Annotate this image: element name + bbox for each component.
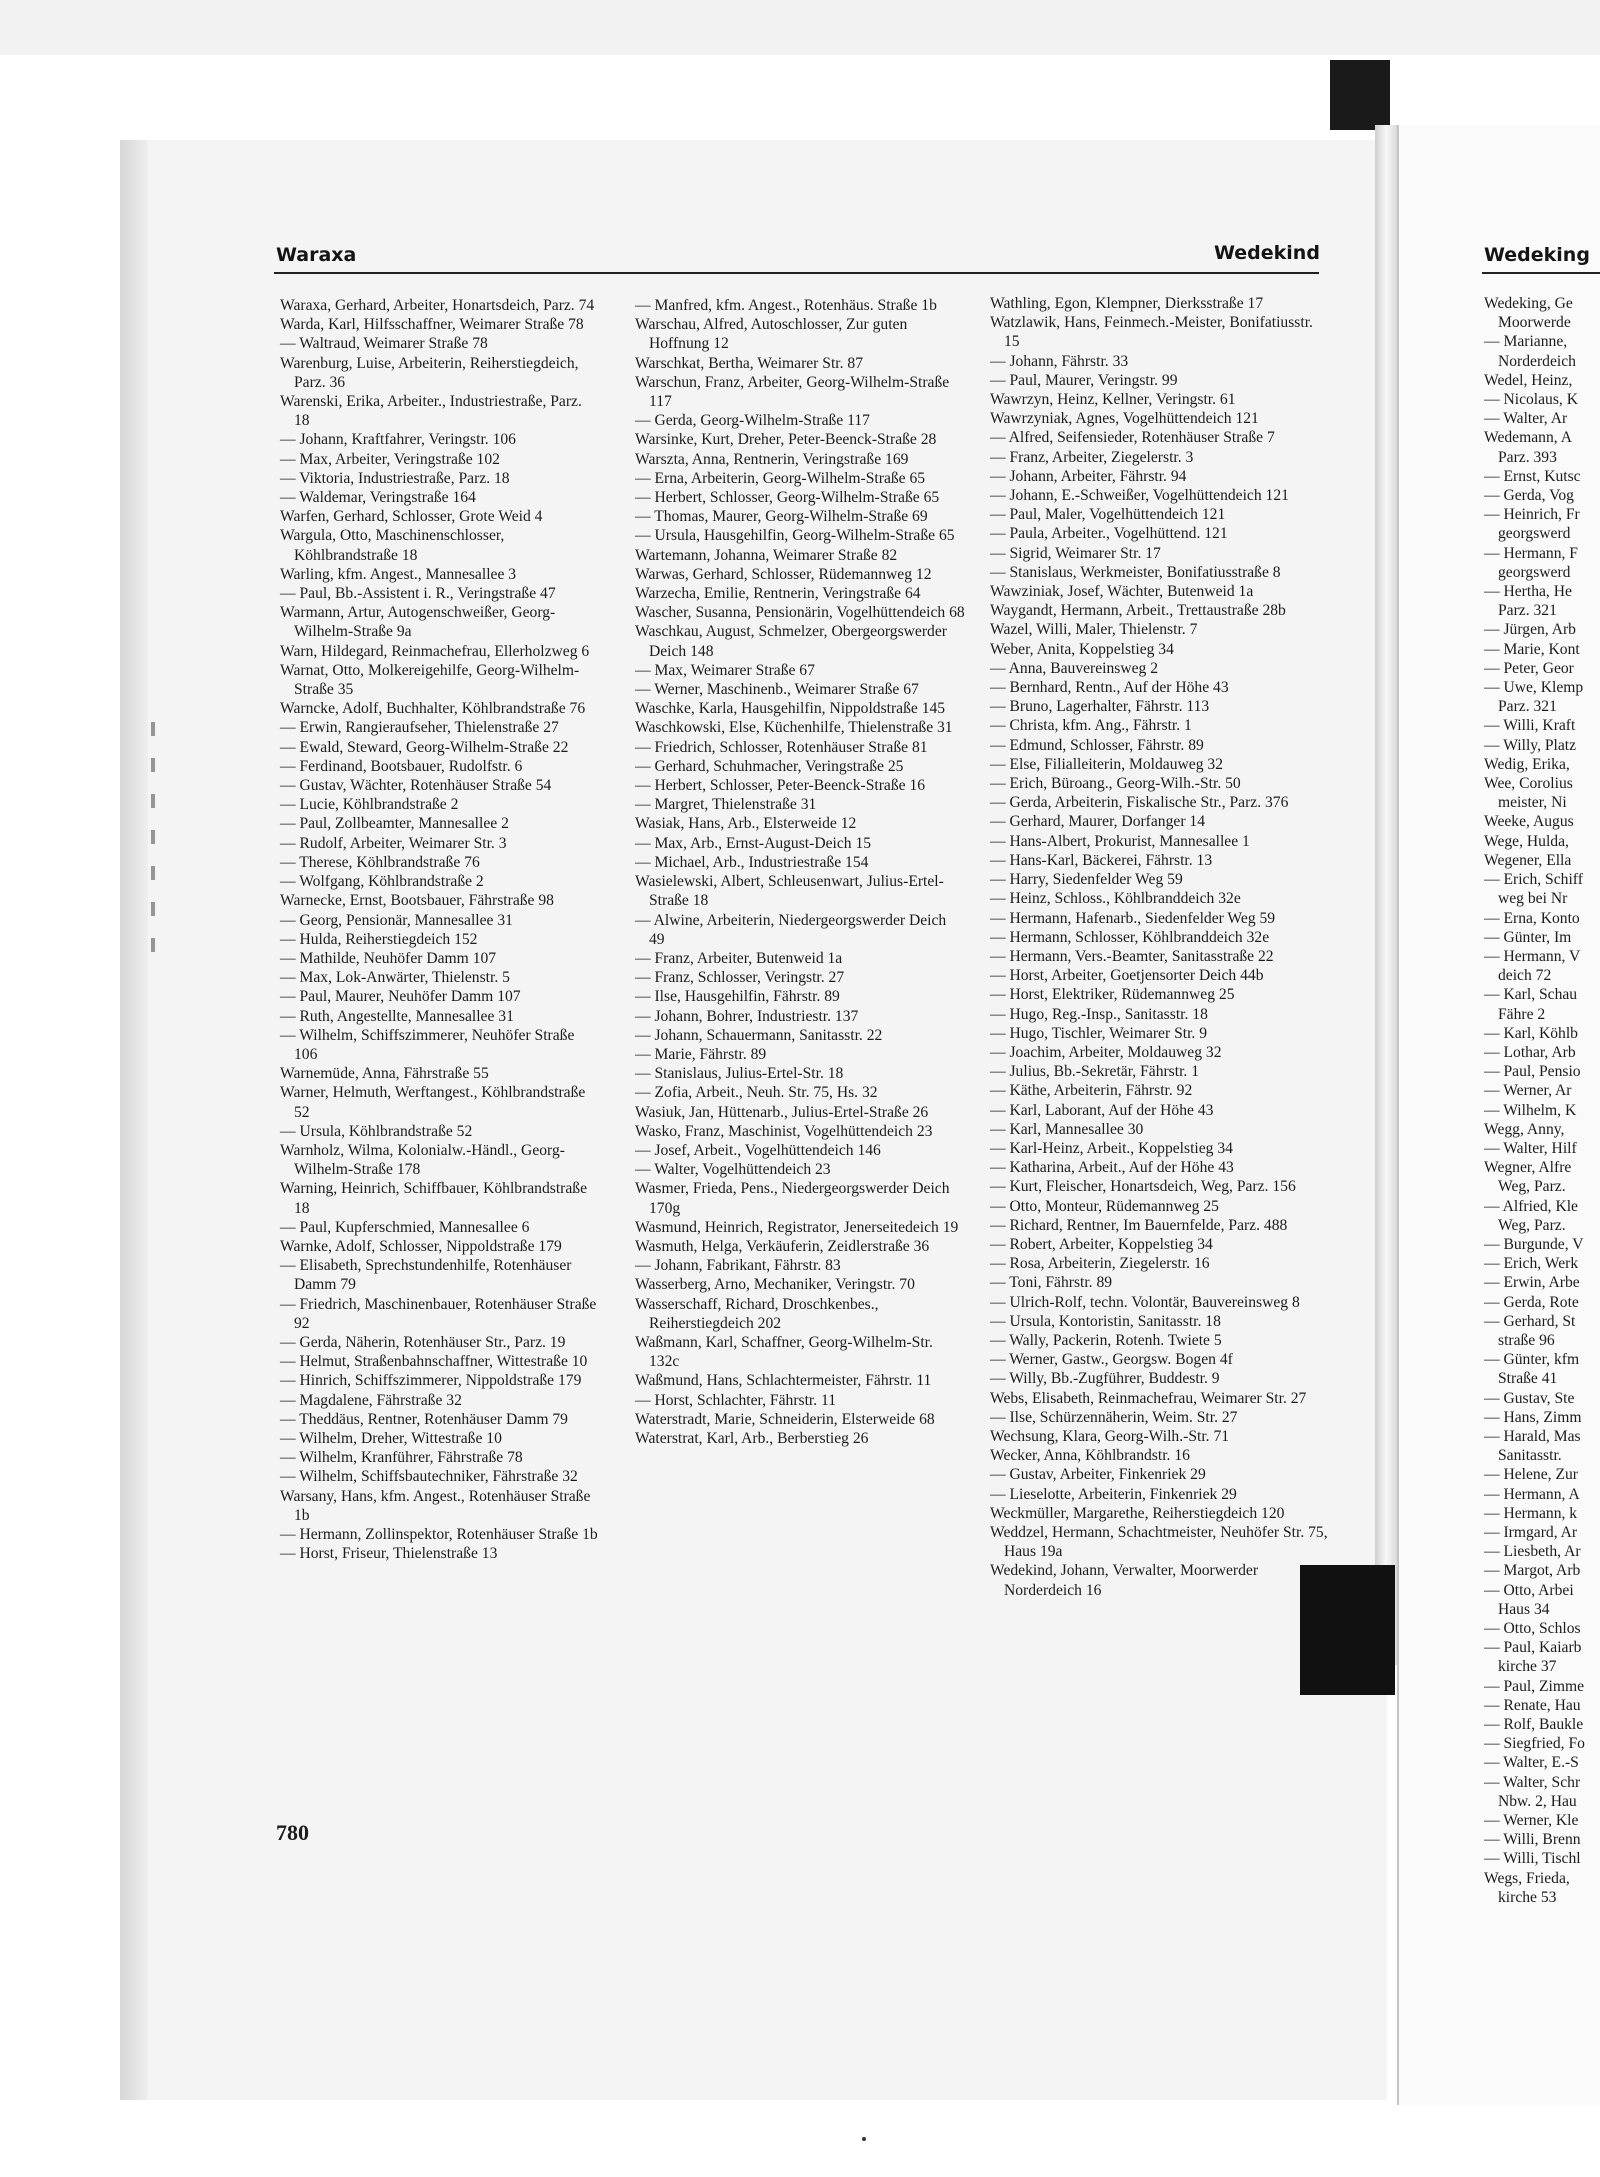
directory-entry: Warning, Heinrich, Schiffbauer, Köhlbrandstraße 18 (280, 1180, 588, 1217)
running-head-left: Waraxa (276, 244, 357, 266)
directory-column-next-page (1484, 294, 1600, 1907)
directory-entry: — Walter, Vogelhüttendeich 23 (635, 1161, 831, 1179)
directory-entry: Weeke, Augus (1484, 813, 1574, 831)
directory-entry: — Erna, Arbeiterin, Georg-Wilhelm-Straße 65 (635, 469, 926, 487)
directory-entry: Warnemüde, Anna, Fährstraße 55 (280, 1065, 489, 1083)
directory-entry: — Ilse, Hausgehilfin, Fährstr. 89 (635, 988, 840, 1006)
directory-entry: Wasielewski, Albert, Schleusenwart, Julius-Ertel-Straße 18 (635, 873, 944, 910)
directory-entry: Warschau, Alfred, Autoschlosser, Zur guten Hoffnung 12 (635, 316, 908, 353)
directory-entry: — Erwin, Arbe (1484, 1274, 1580, 1292)
directory-entry: — Marianne, Norderdeich (1484, 333, 1576, 370)
directory-entry: — Heinz, Schloss., Köhlbranddeich 32e (990, 890, 1241, 908)
directory-entry: — Hugo, Tischler, Weimarer Str. 9 (990, 1024, 1208, 1042)
directory-entry: Waßmann, Karl, Schaffner, Georg-Wilhelm-Str. 132c (635, 1333, 933, 1371)
directory-entry: — Uwe, Klemp Parz. 321 (1484, 679, 1584, 716)
directory-entry: — Thomas, Maurer, Georg-Wilhelm-Straße 69 (635, 508, 928, 526)
directory-entry: Wascher, Susanna, Pensionärin, Vogelhüttendeich 68 (635, 604, 965, 622)
directory-entry: — Richard, Rentner, Im Bauernfelde, Parz. 488 (990, 1216, 1288, 1234)
directory-entry: — Paul, Pensio (1484, 1063, 1581, 1081)
directory-entry: — Elisabeth, Sprechstundenhilfe, Rotenhäuser Damm 79 (280, 1257, 572, 1294)
directory-entry: — Marie, Kont (1484, 640, 1580, 658)
directory-entry: — Zofia, Arbeit., Neuh. Str. 75, Hs. 32 (635, 1084, 878, 1102)
directory-entry: — Waltraud, Weimarer Straße 78 (280, 335, 488, 353)
directory-entry: — Horst, Schlachter, Fährstr. 11 (635, 1391, 837, 1409)
directory-entry: — Hinrich, Schiffszimmerer, Nippoldstraße 179 (280, 1372, 582, 1390)
directory-entry: — Karl, Laborant, Auf der Höhe 43 (990, 1101, 1214, 1119)
directory-entry: — Lieselotte, Arbeiterin, Finkenriek 29 (990, 1485, 1237, 1503)
directory-entry: Warenski, Erika, Arbeiter., Industriestraße, Parz. 18 (280, 393, 582, 430)
directory-entry: — Burgunde, V (1484, 1235, 1584, 1253)
header-rule-next-page (1482, 272, 1600, 274)
directory-entry: — Max, Weimarer Straße 67 (635, 661, 815, 679)
directory-entry: — Friedrich, Maschinenbauer, Rotenhäuser Straße 92 (280, 1295, 597, 1332)
directory-entry: — Werner, Maschinenb., Weimarer Straße 67 (635, 681, 919, 699)
directory-entry: — Theddäus, Rentner, Rotenhäuser Damm 79 (280, 1410, 568, 1428)
directory-entry: — Ulrich-Rolf, techn. Volontär, Bauvereinsweg 8 (990, 1293, 1300, 1311)
directory-entry: — Hermann, A (1484, 1485, 1580, 1503)
directory-entry: — Werner, Kle (1484, 1812, 1579, 1830)
directory-entry: — Max, Arb., Ernst-August-Deich 15 (635, 834, 872, 852)
directory-entry: — Jürgen, Arb (1484, 621, 1576, 639)
directory-entry: — Johann, Fährstr. 33 (990, 352, 1129, 370)
directory-entry: — Gerda, Näherin, Rotenhäuser Str., Parz. 19 (280, 1333, 566, 1351)
directory-entry: Waschkau, August, Schmelzer, Obergeorgswerder Deich 148 (635, 623, 947, 660)
directory-entry: — Harald, Mas Sanitasstr. (1484, 1427, 1581, 1465)
directory-entry: — Bruno, Lagerhalter, Fährstr. 113 (990, 698, 1210, 716)
directory-entry: Wegs, Frieda, kirche 53 (1484, 1869, 1570, 1906)
directory-entry: Wartemann, Johanna, Weimarer Straße 82 (635, 546, 898, 564)
directory-entry: — Manfred, kfm. Angest., Rotenhäus. Straße 1b (635, 297, 937, 314)
directory-entry: Wargula, Otto, Maschinenschlosser, Köhlbrandstraße 18 (280, 527, 505, 564)
directory-entry: Warnat, Otto, Molkereigehilfe, Georg-Wilhelm-Straße 35 (280, 661, 580, 699)
directory-entry: Weber, Anita, Koppelstieg 34 (990, 640, 1174, 658)
directory-entry: Warenburg, Luise, Arbeiterin, Reiherstiegdeich, Parz. 36 (280, 354, 579, 391)
scan-background (0, 0, 1600, 55)
directory-entry: — Walter, Schr Nbw. 2, Hau (1484, 1773, 1581, 1810)
page-number: 780 (276, 1820, 309, 1845)
directory-entry: — Alfred, Seifensieder, Rotenhäuser Straße 7 (990, 429, 1275, 447)
directory-entry: — Anna, Bauvereinsweg 2 (990, 659, 1159, 677)
directory-entry: — Marie, Fährstr. 89 (635, 1045, 767, 1063)
directory-entry: Wege, Hulda, (1484, 832, 1569, 850)
directory-entry: — Georg, Pensionär, Mannesallee 31 (280, 911, 513, 929)
directory-column-1 (280, 296, 598, 1563)
directory-entry: — Paul, Kaiarb kirche 37 (1484, 1639, 1582, 1676)
directory-entry: — Horst, Friseur, Thielenstraße 13 (280, 1545, 498, 1563)
directory-entry: — Stanislaus, Julius-Ertel-Str. 18 (635, 1065, 844, 1083)
directory-entry: — Paul, Kupferschmied, Mannesallee 6 (280, 1218, 530, 1236)
directory-entry: — Therese, Köhlbrandstraße 76 (280, 853, 480, 871)
directory-entry: Warfen, Gerhard, Schlosser, Grote Weid 4 (280, 508, 543, 526)
directory-entry: — Johann, Bohrer, Industriestr. 137 (635, 1007, 859, 1025)
directory-column-3 (990, 294, 1330, 1600)
directory-entry: — Walter, Ar (1484, 410, 1568, 428)
directory-entry: — Friedrich, Schlosser, Rotenhäuser Straße 81 (635, 738, 928, 756)
directory-entry: — Gustav, Ste (1484, 1389, 1575, 1407)
directory-entry: — Paula, Arbeiter., Vogelhüttend. 121 (990, 525, 1228, 543)
directory-entry: — Willi, Tischl (1484, 1850, 1581, 1868)
directory-entry: Warwas, Gerhard, Schlosser, Rüdemannweg 12 (635, 565, 932, 583)
directory-entry: — Renate, Hau (1484, 1696, 1581, 1714)
directory-entry: — Horst, Elektriker, Rüdemannweg 25 (990, 986, 1235, 1004)
directory-entry: — Gerhard, Schuhmacher, Veringstraße 25 (635, 757, 904, 775)
directory-entry: — Gerda, Rote (1484, 1293, 1579, 1311)
directory-entry: — Magdalene, Fährstraße 32 (280, 1391, 462, 1409)
directory-entry: — Harry, Siedenfelder Weg 59 (990, 871, 1183, 889)
directory-entry: — Karl, Mannesallee 30 (990, 1120, 1144, 1138)
directory-entry: — Wilhelm, Schiffsbautechniker, Fährstraße 32 (280, 1468, 578, 1486)
margin-marks (147, 700, 167, 1700)
directory-entry: Weckmüller, Margarethe, Reiherstiegdeich 120 (990, 1504, 1285, 1522)
directory-entry: — Paul, Maler, Vogelhüttendeich 121 (990, 506, 1226, 524)
directory-entry: — Wolfgang, Köhlbrandstraße 2 (280, 873, 484, 891)
directory-entry: — Walter, Hilf (1484, 1139, 1577, 1157)
directory-entry: — Gustav, Wächter, Rotenhäuser Straße 54 (280, 777, 552, 795)
directory-entry: — Franz, Arbeiter, Ziegelerstr. 3 (990, 448, 1194, 466)
directory-entry: — Hans, Zimm (1484, 1408, 1582, 1426)
directory-entry: — Wilhelm, Kranführer, Fährstraße 78 (280, 1449, 523, 1467)
directory-entry: — Robert, Arbeiter, Koppelstieg 34 (990, 1235, 1213, 1253)
directory-entry: Warschkat, Bertha, Weimarer Str. 87 (635, 354, 864, 372)
directory-entry: — Werner, Ar (1484, 1082, 1572, 1100)
directory-entry: Warnholz, Wilma, Kolonialw.-Händl., Georg-Wilhelm-Straße 178 (280, 1141, 565, 1179)
directory-entry: — Paul, Maurer, Veringstr. 99 (990, 371, 1178, 389)
directory-entry: — Hugo, Reg.-Insp., Sanitasstr. 18 (990, 1005, 1208, 1023)
directory-entry: — Erwin, Rangieraufseher, Thielenstraße 27 (280, 719, 559, 737)
directory-entry: — Johann, Schauermann, Sanitasstr. 22 (635, 1026, 883, 1044)
directory-entry: — Ewald, Steward, Georg-Wilhelm-Straße 22 (280, 738, 569, 756)
directory-entry: Watzlawik, Hans, Feinmech.-Meister, Bonifatiusstr. 15 (990, 314, 1313, 351)
page-edge-shadow (120, 140, 148, 2100)
directory-entry: — Helmut, Straßenbahnschaffner, Wittestraße 10 (280, 1353, 588, 1371)
directory-entry: Warncke, Adolf, Buchhalter, Köhlbrandstraße 76 (280, 700, 586, 718)
directory-entry: Waschke, Karla, Hausgehilfin, Nippoldstraße 145 (635, 700, 946, 718)
directory-entry: — Hans-Albert, Prokurist, Mannesallee 1 (990, 832, 1250, 850)
directory-entry: — Hans-Karl, Bäckerei, Fährstr. 13 (990, 851, 1213, 869)
directory-entry: — Johann, Fabrikant, Fährstr. 83 (635, 1257, 841, 1275)
directory-entry: — Franz, Arbeiter, Butenweid 1a (635, 949, 843, 967)
directory-entry: — Erich, Schiff weg bei Nr (1484, 871, 1583, 908)
directory-entry: — Hermann, Hafenarb., Siedenfelder Weg 59 (990, 909, 1276, 927)
directory-entry: — Otto, Arbei Haus 34 (1484, 1581, 1574, 1618)
directory-entry: — Alfried, Kle Weg, Parz. (1484, 1197, 1578, 1234)
directory-entry: — Karl-Heinz, Arbeit., Koppelstieg 34 (990, 1139, 1233, 1157)
directory-entry: — Käthe, Arbeiterin, Fährstr. 92 (990, 1082, 1193, 1100)
directory-entry: — Johann, Kraftfahrer, Veringstr. 106 (280, 431, 516, 449)
directory-entry: — Hermann, F georgswerd (1484, 544, 1578, 581)
directory-entry: Wawrzyn, Heinz, Kellner, Veringstr. 61 (990, 391, 1236, 409)
directory-entry: Wasiuk, Jan, Hüttenarb., Julius-Ertel-Straße 26 (635, 1103, 929, 1121)
directory-entry: — Willy, Platz (1484, 736, 1577, 754)
directory-entry: Wawziniak, Josef, Wächter, Butenweid 1a (990, 583, 1254, 601)
directory-entry: Weddzel, Hermann, Schachtmeister, Neuhöfer Str. 75, Haus 19a (990, 1524, 1328, 1561)
directory-entry: — Julius, Bb.-Sekretär, Fährstr. 1 (990, 1063, 1200, 1081)
running-head-right: Wedekind (1214, 242, 1320, 264)
directory-entry: — Karl, Köhlb (1484, 1024, 1578, 1042)
header-rule (274, 272, 1319, 274)
directory-entry: Wee, Corolius meister, Ni (1484, 775, 1573, 812)
directory-entry: Waygandt, Hermann, Arbeit., Trettaustraße 28b (990, 602, 1286, 620)
directory-entry: — Nicolaus, K (1484, 391, 1578, 409)
directory-entry: — Wilhelm, Schiffszimmerer, Neuhöfer Straße 106 (280, 1026, 575, 1063)
directory-entry: — Mathilde, Neuhöfer Damm 107 (280, 949, 497, 967)
directory-entry: — Johann, E.-Schweißer, Vogelhüttendeich 121 (990, 487, 1289, 505)
directory-entry: — Helene, Zur (1484, 1466, 1578, 1484)
directory-entry: — Günter, Im (1484, 928, 1572, 946)
directory-entry: Warsany, Hans, kfm. Angest., Rotenhäuser Straße 1b (280, 1487, 591, 1524)
directory-entry: — Rolf, Baukle (1484, 1716, 1584, 1734)
directory-entry: Wazel, Willi, Maler, Thielenstr. 7 (990, 621, 1198, 639)
directory-entry: — Hermann, V deich 72 (1484, 947, 1581, 985)
directory-entry: Warner, Helmuth, Werftangest., Köhlbrandstraße 52 (280, 1084, 586, 1121)
directory-entry: Webs, Elisabeth, Reinmachefrau, Weimarer Str. 27 (990, 1389, 1307, 1407)
directory-entry: Wawrzyniak, Agnes, Vogelhüttendeich 121 (990, 410, 1259, 428)
directory-entry: — Werner, Gastw., Georgsw. Bogen 4f (990, 1351, 1233, 1369)
directory-entry: Wegg, Anny, (1484, 1120, 1565, 1138)
directory-entry: Warda, Karl, Hilfsschaffner, Weimarer Straße 78 (280, 316, 584, 334)
directory-entry: — Ilse, Schürzennäherin, Weim. Str. 27 (990, 1408, 1238, 1426)
directory-entry: — Hertha, He Parz. 321 (1484, 583, 1572, 620)
directory-entry: — Joachim, Arbeiter, Moldauweg 32 (990, 1043, 1222, 1061)
directory-entry: — Herbert, Schlosser, Peter-Beenck-Straße 16 (635, 777, 926, 795)
directory-entry: — Willi, Kraft (1484, 717, 1576, 735)
directory-entry: — Irmgard, Ar (1484, 1524, 1578, 1541)
directory-entry: Waterstradt, Marie, Schneiderin, Elsterweide 68 (635, 1410, 935, 1428)
running-head-next-page: Wedeking (1484, 244, 1590, 266)
directory-entry: Waßmund, Hans, Schlachtermeister, Fährstr. 11 (635, 1372, 932, 1390)
directory-entry: — Otto, Monteur, Rüdemannweg 25 (990, 1197, 1219, 1215)
directory-entry: — Erich, Werk (1484, 1255, 1579, 1273)
directory-entry: — Ursula, Köhlbrandstraße 52 (280, 1122, 473, 1140)
directory-entry: — Gerhard, Maurer, Dorfanger 14 (990, 813, 1206, 831)
directory-entry: Warsinke, Kurt, Dreher, Peter-Beenck-Straße 28 (635, 431, 937, 449)
directory-entry: — Paul, Zimme (1484, 1677, 1585, 1695)
directory-entry: — Lothar, Arb (1484, 1043, 1576, 1061)
directory-entry: — Walter, E.-S (1484, 1754, 1579, 1772)
directory-entry: — Toni, Fährstr. 89 (990, 1274, 1113, 1292)
directory-entry: — Heinrich, Fr georgswerd (1484, 506, 1580, 543)
directory-entry: Wedeking, Ge Moorwerde (1484, 295, 1573, 332)
directory-entry: — Herbert, Schlosser, Georg-Wilhelm-Straße 65 (635, 489, 940, 507)
directory-entry: Wasmund, Heinrich, Registrator, Jenerseitedeich 19 (635, 1218, 959, 1236)
directory-entry: — Wally, Packerin, Rotenh. Twiete 5 (990, 1331, 1222, 1349)
directory-entry: Warzecha, Emilie, Rentnerin, Veringstraße 64 (635, 585, 921, 603)
directory-entry: — Ruth, Angestellte, Mannesallee 31 (280, 1007, 514, 1025)
directory-entry: — Johann, Arbeiter, Fährstr. 94 (990, 467, 1187, 485)
directory-entry: Warn, Hildegard, Reinmachefrau, Ellerholzweg 6 (280, 642, 590, 660)
directory-entry: — Hulda, Reiherstiegdeich 152 (280, 930, 478, 948)
directory-entry: — Karl, Schau Fähre 2 (1484, 986, 1578, 1023)
directory-entry: — Gerhard, St straße 96 (1484, 1312, 1576, 1349)
directory-entry: — Wilhelm, Dreher, Wittestraße 10 (280, 1429, 502, 1447)
directory-entry: — Erna, Konto (1484, 909, 1580, 927)
directory-entry: Wathling, Egon, Klempner, Dierksstraße 17 (990, 295, 1264, 312)
directory-entry: — Margret, Thielenstraße 31 (635, 796, 817, 814)
directory-entry: — Rudolf, Arbeiter, Weimarer Str. 3 (280, 834, 507, 852)
directory-entry: Waschkowski, Else, Küchenhilfe, Thielenstraße 31 (635, 719, 953, 737)
directory-entry: — Gerda, Georg-Wilhelm-Straße 117 (635, 412, 870, 430)
directory-entry: — Ferdinand, Bootsbauer, Rudolfstr. 6 (280, 757, 523, 775)
directory-entry: Wecker, Anna, Köhlbrandstr. 16 (990, 1447, 1190, 1465)
directory-entry: Wedel, Heinz, (1484, 371, 1573, 389)
directory-entry: — Waldemar, Veringstraße 164 (280, 489, 476, 507)
directory-entry: — Margot, Arb (1484, 1562, 1581, 1580)
directory-entry: Wegener, Ella (1484, 851, 1572, 869)
directory-entry: — Lucie, Köhlbrandstraße 2 (280, 796, 459, 814)
directory-entry: — Liesbeth, Ar (1484, 1543, 1581, 1561)
directory-entry: Wedekind, Johann, Verwalter, Moorwerder Norderdeich 16 (990, 1562, 1259, 1599)
directory-entry: — Willy, Bb.-Zugführer, Buddestr. 9 (990, 1370, 1220, 1388)
directory-entry: Waraxa, Gerhard, Arbeiter, Honartsdeich, Parz. 74 (280, 297, 595, 314)
directory-entry: Wegner, Alfre Weg, Parz. (1484, 1159, 1572, 1196)
directory-entry: Wasserschaff, Richard, Droschkenbes., Reiherstiegdeich 202 (635, 1295, 879, 1332)
directory-entry: — Ursula, Kontoristin, Sanitasstr. 18 (990, 1312, 1221, 1330)
scan-speck (862, 2137, 866, 2141)
directory-entry: — Gerda, Vog (1484, 487, 1574, 505)
directory-entry: — Max, Arbeiter, Veringstraße 102 (280, 450, 500, 468)
directory-entry: Warnecke, Ernst, Bootsbauer, Fährstraße 98 (280, 892, 554, 910)
directory-entry: — Josef, Arbeit., Vogelhüttendeich 146 (635, 1141, 881, 1159)
directory-entry: — Siegfried, Fo (1484, 1735, 1585, 1753)
directory-entry: — Alwine, Arbeiterin, Niedergeorgswerder Deich 49 (635, 911, 947, 948)
directory-entry: Warmann, Artur, Autogenschweißer, Georg-Wilhelm-Straße 9a (280, 604, 556, 641)
directory-entry: — Horst, Arbeiter, Goetjensorter Deich 44b (990, 967, 1264, 985)
directory-entry: Wasmer, Frieda, Pens., Niedergeorgswerder Deich 170g (635, 1180, 950, 1217)
directory-entry: — Paul, Bb.-Assistent i. R., Veringstraße 47 (280, 585, 556, 603)
directory-entry: — Peter, Geor (1484, 659, 1574, 677)
directory-entry: — Paul, Maurer, Neuhöfer Damm 107 (280, 988, 521, 1006)
directory-entry: — Stanislaus, Werkmeister, Bonifatiusstraße 8 (990, 563, 1281, 581)
directory-entry: — Hermann, Schlosser, Köhlbranddeich 32e (990, 928, 1270, 946)
directory-entry: — Ernst, Kutsc (1484, 467, 1581, 485)
directory-entry: — Hermann, k (1484, 1504, 1578, 1522)
directory-entry: Wasiak, Hans, Arb., Elsterweide 12 (635, 815, 857, 833)
directory-entry: — Bernhard, Rentn., Auf der Höhe 43 (990, 679, 1229, 697)
directory-entry: — Franz, Schlosser, Veringstr. 27 (635, 969, 845, 987)
directory-entry: — Günter, kfm Straße 41 (1484, 1351, 1580, 1388)
directory-entry: Wasmuth, Helga, Verkäuferin, Zeidlerstraße 36 (635, 1237, 930, 1255)
directory-entry: — Rosa, Arbeiterin, Ziegelerstr. 16 (990, 1255, 1210, 1273)
directory-entry: Wasserberg, Arno, Mechaniker, Veringstr. 70 (635, 1276, 915, 1294)
directory-entry: — Sigrid, Weimarer Str. 17 (990, 544, 1161, 562)
directory-entry: — Gustav, Arbeiter, Finkenriek 29 (990, 1466, 1206, 1484)
directory-entry: Warling, kfm. Angest., Mannesallee 3 (280, 565, 517, 583)
directory-column-2 (635, 296, 965, 1448)
directory-entry: — Edmund, Schlosser, Fährstr. 89 (990, 736, 1204, 754)
directory-entry: — Wilhelm, K (1484, 1101, 1577, 1119)
directory-entry: — Michael, Arb., Industriestraße 154 (635, 853, 869, 871)
directory-entry: — Paul, Zollbeamter, Mannesallee 2 (280, 815, 509, 833)
directory-entry: — Gerda, Arbeiterin, Fiskalische Str., Parz. 376 (990, 794, 1289, 812)
directory-entry: Waterstrat, Karl, Arb., Berberstieg 26 (635, 1429, 869, 1447)
directory-entry: — Hermann, Vers.-Beamter, Sanitasstraße 22 (990, 947, 1274, 965)
book-gutter (1375, 125, 1397, 1665)
directory-entry: Warszta, Anna, Rentnerin, Veringstraße 169 (635, 450, 909, 468)
directory-entry: Wasko, Franz, Maschinist, Vogelhüttendeich 23 (635, 1122, 933, 1140)
directory-entry: — Katharina, Arbeit., Auf der Höhe 43 (990, 1159, 1234, 1177)
directory-entry: — Kurt, Fleischer, Honartsdeich, Weg, Parz. 156 (990, 1178, 1296, 1196)
directory-entry: — Willi, Brenn (1484, 1831, 1581, 1849)
directory-entry: Warnke, Adolf, Schlosser, Nippoldstraße 179 (280, 1237, 562, 1255)
directory-entry: — Ursula, Hausgehilfin, Georg-Wilhelm-Straße 65 (635, 527, 955, 545)
directory-entry: Wechsung, Klara, Georg-Wilh.-Str. 71 (990, 1427, 1230, 1445)
directory-entry: — Max, Lok-Anwärter, Thielenstr. 5 (280, 969, 510, 987)
directory-entry: — Christa, kfm. Ang., Fährstr. 1 (990, 717, 1192, 735)
binding-shadow-top (1330, 60, 1390, 130)
directory-entry: — Viktoria, Industriestraße, Parz. 18 (280, 469, 510, 487)
directory-entry: — Erich, Büroang., Georg-Wilh.-Str. 50 (990, 775, 1241, 793)
directory-entry: — Hermann, Zollinspektor, Rotenhäuser Straße 1b (280, 1526, 598, 1543)
directory-entry: Wedig, Erika, (1484, 755, 1570, 773)
directory-entry: — Else, Filialleiterin, Moldauweg 32 (990, 755, 1224, 773)
directory-entry: — Otto, Schlos (1484, 1620, 1581, 1638)
directory-entry: Warschun, Franz, Arbeiter, Georg-Wilhelm-Straße 117 (635, 373, 950, 411)
directory-entry: Wedemann, A Parz. 393 (1484, 429, 1572, 466)
